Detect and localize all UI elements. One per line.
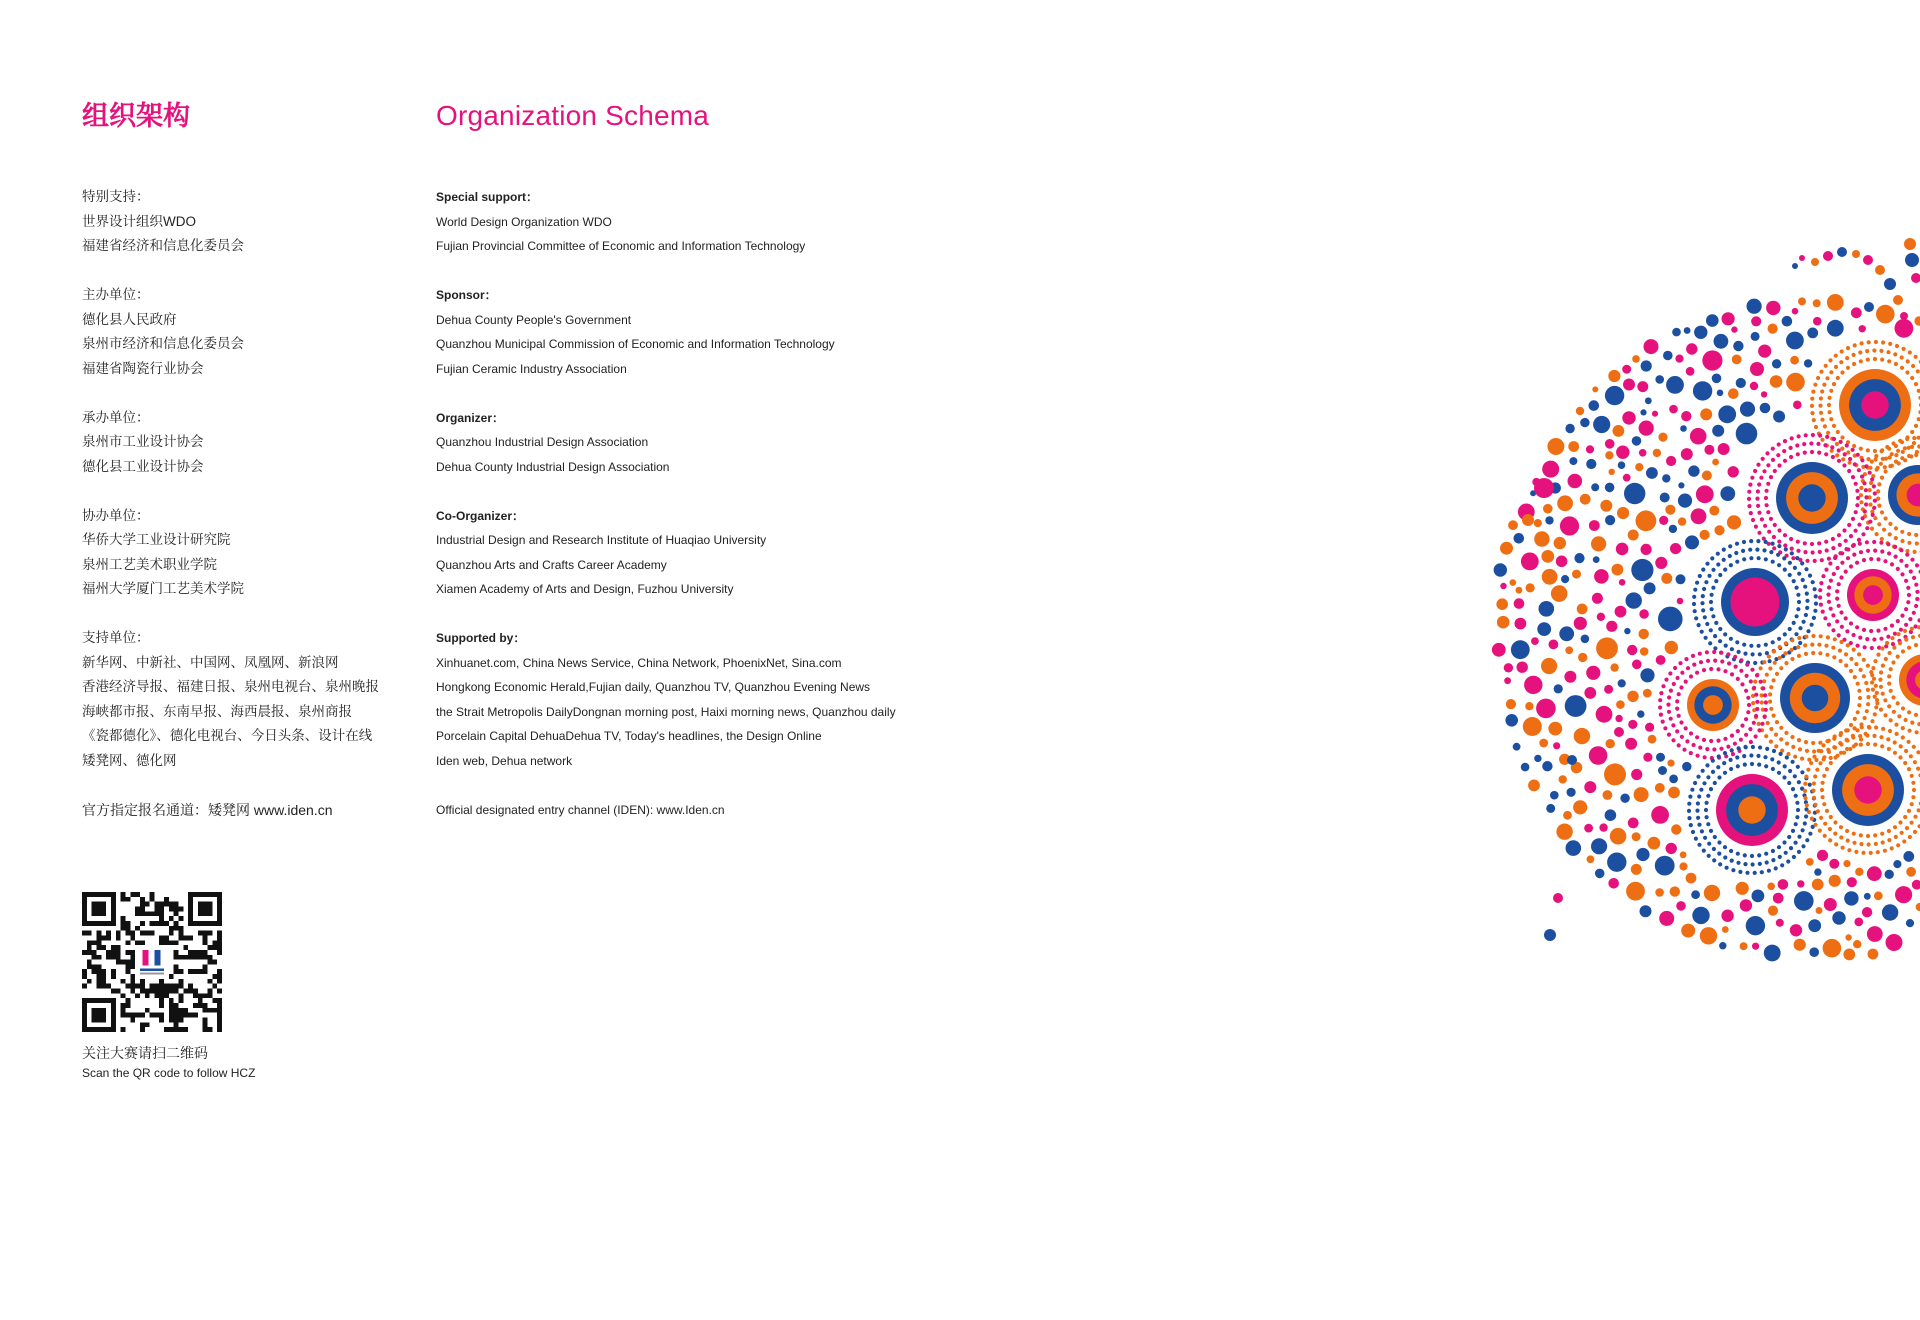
cn-section-heading: 承办单位： (82, 409, 150, 425)
en-section-item: Dehua County Industrial Design Association (436, 459, 670, 474)
cn-entry-channel: 官方指定报名通道：矮凳网 www.iden.cn (82, 801, 333, 818)
en-section-heading: Supported by： (436, 631, 526, 645)
cn-section-item: 德化县人民政府 (82, 311, 177, 327)
qr-caption-cn: 关注大赛请扫二维码 (82, 1045, 208, 1061)
en-section-item: Quanzhou Industrial Design Association (436, 435, 649, 449)
cn-section-item: 福州大学厦门工艺美术学院 (82, 581, 244, 596)
en-section-item: Xiamen Academy of Arts and Design, Fuzhou University (436, 582, 734, 596)
cn-section-heading: 特别支持： (82, 189, 150, 204)
cn-section-item: 福建省陶瓷行业协会 (82, 360, 204, 376)
en-section (436, 185, 1036, 259)
cn-section (82, 185, 422, 259)
en-section-heading: Sponsor： (436, 288, 497, 302)
cn-section-item: 《瓷都德化》、德化电视台、今日头条、设计在线 (82, 728, 373, 743)
cn-section (82, 283, 422, 381)
cn-section-item: 泉州工艺美术职业学院 (82, 556, 217, 572)
cn-section-item: 华侨大学工业设计研究院 (82, 532, 231, 547)
en-section (436, 626, 1036, 773)
cn-section-item: 世界设计组织WDO (82, 213, 196, 229)
cn-section-item: 泉州市工业设计协会 (82, 434, 204, 449)
cn-section (82, 626, 422, 773)
cn-section-item: 矮凳网、德化网 (82, 752, 177, 768)
cn-section-heading: 支持单位： (82, 630, 150, 645)
cn-section-item: 德化县工业设计协会 (82, 458, 204, 474)
cn-section-item: 海峡都市报、东南早报、海西晨报、泉州商报 (82, 703, 352, 719)
en-section-item: Fujian Provincial Committee of Economic and Information Technology (436, 239, 806, 253)
qr-code (82, 892, 222, 1032)
en-section-item: Quanzhou Arts and Crafts Career Academy (436, 557, 667, 572)
page-title-en: Organization Schema (436, 100, 710, 131)
qr-caption-en: Scan the QR code to follow HCZ (82, 1066, 256, 1080)
en-section-heading: Co-Organizer： (436, 508, 525, 523)
cn-section (82, 504, 422, 602)
en-section (436, 504, 1036, 602)
cn-section-item: 泉州市经济和信息化委员会 (82, 336, 244, 351)
en-section-heading: Special support： (436, 190, 539, 204)
en-section-item: World Design Organization WDO (436, 214, 612, 229)
en-section-item: Fujian Ceramic Industry Association (436, 361, 627, 376)
en-section (436, 406, 1036, 480)
qr-code-image (82, 892, 222, 1032)
page-title-cn: 组织架构 (82, 101, 190, 131)
en-section-item: Hongkong Economic Herald,Fujian daily, Quanzhou TV, Quanzhou Evening News (436, 680, 871, 694)
cn-section (82, 406, 422, 480)
en-section-item: the Strait Metropolis DailyDongnan morning post, Haixi morning news, Quanzhou daily (436, 704, 896, 719)
cn-section-item: 新华网、中新社、中国网、凤凰网、新浪网 (82, 654, 339, 670)
en-entry-channel: Official designated entry channel (IDEN): www.Iden.cn (436, 802, 725, 817)
organization-list-en (436, 185, 1036, 822)
cn-section-item: 香港经济导报、福建日报、泉州电视台、泉州晚报 (82, 679, 379, 694)
cn-section-item: 福建省经济和信息化委员会 (82, 238, 244, 253)
en-section-item: Quanzhou Municipal Commission of Economic and Information Technology (436, 337, 835, 351)
en-section (436, 283, 1036, 381)
cn-section-heading: 协办单位： (82, 507, 150, 523)
dot-pattern-graphic (1480, 200, 1920, 1140)
en-section-item: Iden web, Dehua network (436, 753, 573, 768)
en-section-heading: Organizer： (436, 410, 505, 425)
en-section-item: Industrial Design and Research Institute of Huaqiao University (436, 533, 767, 547)
en-section-item: Dehua County People's Government (436, 312, 632, 327)
en-section-item: Porcelain Capital DehuaDehua TV, Today's headlines, the Design Online (436, 729, 822, 743)
decorative-dot-pattern (1480, 200, 1920, 1140)
en-section-item: Xinhuanet.com, China News Service, China Network, PhoenixNet, Sina.com (436, 655, 842, 670)
cn-section-heading: 主办单位： (82, 287, 150, 302)
organization-list-cn (82, 185, 422, 822)
